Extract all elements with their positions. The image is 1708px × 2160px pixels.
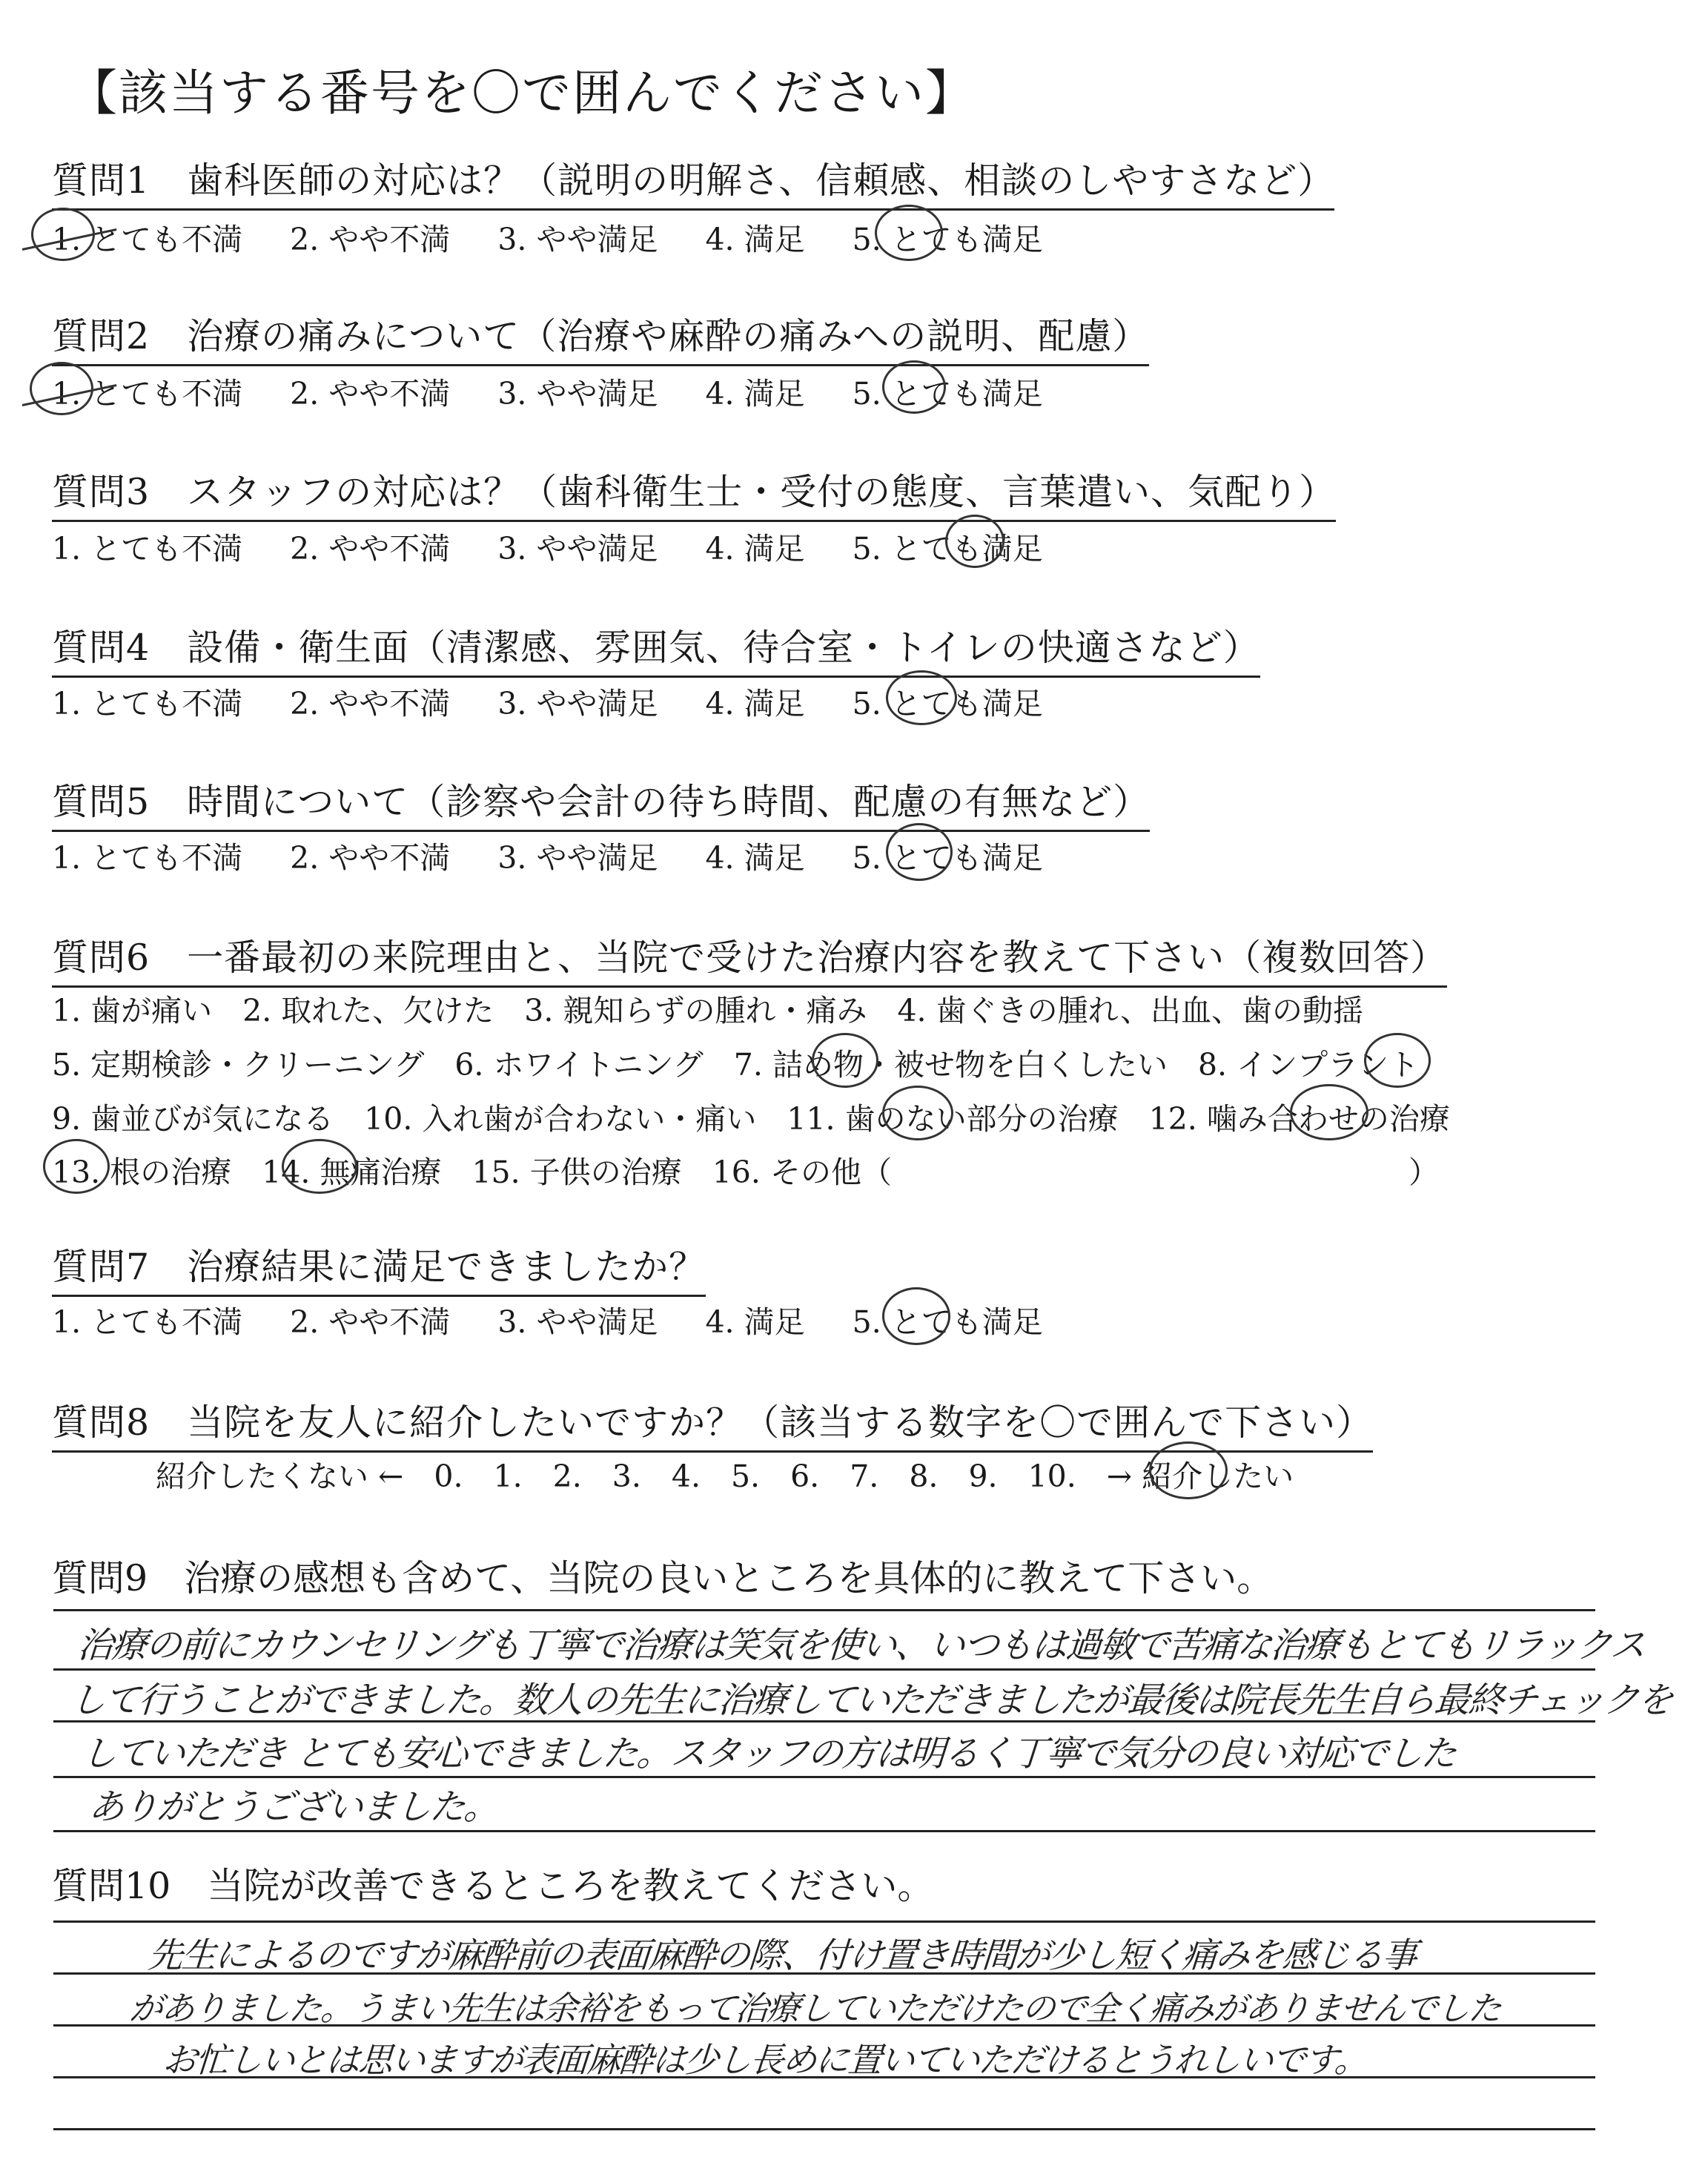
q6-options-row-3[interactable]: 9. 歯並びが気になる 10. 入れ歯が合わない・痛い 11. 歯のない部分の治療 12. 噛み合わせの治療 <box>52 1101 1450 1137</box>
question-5-label: 質問5 時間について（診察や会計の待ち時間、配慮の有無など） <box>52 773 1150 832</box>
q9-rule-2 <box>53 1668 1595 1671</box>
q9-answer-line-4: ありがとうございました。 <box>87 1786 500 1828</box>
question-1-options <box>52 215 1090 259</box>
q7-option-5[interactable]: 5. とても満足 <box>852 1304 1043 1340</box>
q5-option-1[interactable]: 1. とても不満 <box>52 840 243 876</box>
q3-option-4[interactable]: 4. 満足 <box>705 531 805 567</box>
q4-option-5[interactable]: 5. とても満足 <box>852 686 1043 721</box>
q9-answer-line-3: していただき とても安心できました。スタッフの方は明るく丁寧で気分の良い対応でした <box>79 1733 1457 1774</box>
q9-answer-line-1: 治療の前にカウンセリングも丁寧で治療は笑気を使い、いつもは過敏で苦痛な治療もとてもリラックス <box>76 1625 1646 1666</box>
q5-option-2[interactable]: 2. やや不満 <box>290 840 451 876</box>
q9-rule-5 <box>53 1830 1595 1832</box>
q4-option-2[interactable]: 2. やや不満 <box>290 686 451 721</box>
question-9-label: 質問9 治療の感想も含めて、当院の良いところを具体的に教えて下さい。 <box>52 1557 1274 1599</box>
q6-options-row-4[interactable]: 13. 根の治療 14. 無痛治療 15. 子供の治療 16. その他（ ） <box>52 1155 1439 1190</box>
q2-option-2[interactable]: 2. やや不満 <box>290 376 451 412</box>
question-2-options <box>52 369 1090 413</box>
q7-option-3[interactable]: 3. やや満足 <box>497 1304 658 1340</box>
q1-option-5[interactable]: 5. とても満足 <box>852 222 1043 257</box>
q3-option-2[interactable]: 2. やや不満 <box>290 531 451 567</box>
q10-answer-line-2: がありました。うまい先生は余裕をもって治療していただけたので全く痛みがありませんでした <box>128 1989 1502 2028</box>
question-8-label: 質問8 当院を友人に紹介したいですか？（該当する数字を〇で囲んで下さい） <box>52 1394 1373 1453</box>
q2-option-3[interactable]: 3. やや満足 <box>497 376 658 412</box>
q2-option-1[interactable]: 1. とても不満 <box>52 376 243 412</box>
q2-option-5[interactable]: 5. とても満足 <box>852 376 1043 412</box>
q4-option-1[interactable]: 1. とても不満 <box>52 686 243 721</box>
q9-answer-line-2: して行うことができました。数人の先生に治療していただきましたが最後は院長先生自ら最終チェックを <box>68 1680 1674 1721</box>
question-1-label: 質問1 歯科医師の対応は？（説明の明解さ、信頼感、相談のしやすさなど） <box>52 152 1334 211</box>
q3-option-5[interactable]: 5. とても満足 <box>852 531 1043 567</box>
q5-option-3[interactable]: 3. やや満足 <box>497 840 658 876</box>
q5-option-4[interactable]: 4. 満足 <box>705 840 805 876</box>
question-4-options <box>52 679 1090 723</box>
q6-options-row-1[interactable]: 1. 歯が痛い 2. 取れた、欠けた 3. 親知らずの腫れ・痛み 4. 歯ぐきの腫れ、出血、歯の動揺 <box>52 993 1364 1028</box>
q7-option-2[interactable]: 2. やや不満 <box>290 1304 451 1340</box>
question-3-label: 質問3 スタッフの対応は？（歯科衛生士・受付の態度、言葉遣い、気配り） <box>52 463 1336 522</box>
q4-option-4[interactable]: 4. 満足 <box>705 686 805 721</box>
q10-answer-line-1: 先生によるのですが麻酔前の表面麻酔の際、付け置き時間が少し短く痛みを感じる事 <box>146 1935 1417 1976</box>
question-6-label: 質問6 一番最初の来院理由と、当院で受けた治療内容を教えて下さい（複数回答） <box>52 929 1447 988</box>
question-10-label: 質問10 当院が改善できるところを教えてください。 <box>52 1865 934 1907</box>
question-3-options <box>52 524 1090 568</box>
q5-option-5[interactable]: 5. とても満足 <box>852 840 1043 876</box>
q2-option-4[interactable]: 4. 満足 <box>705 376 805 412</box>
q1-option-3[interactable]: 3. やや満足 <box>497 222 658 257</box>
q7-option-4[interactable]: 4. 満足 <box>705 1304 805 1340</box>
q9-rule-1 <box>53 1609 1595 1611</box>
q8-scale[interactable]: 紹介したくない ← 0. 1. 2. 3. 4. 5. 6. 7. 8. 9. 10. → 紹介したい <box>156 1459 1294 1494</box>
q1-option-2[interactable]: 2. やや不満 <box>290 222 451 257</box>
q10-answer-line-3: お忙しいとは思いますが表面麻酔は少し長めに置いていただけるとうれしいです。 <box>161 2040 1369 2080</box>
q3-option-1[interactable]: 1. とても不満 <box>52 531 243 567</box>
q3-option-3[interactable]: 3. やや満足 <box>497 531 658 567</box>
q1-option-4[interactable]: 4. 満足 <box>705 222 805 257</box>
question-4-label: 質問4 設備・衛生面（清潔感、雰囲気、待合室・トイレの快適さなど） <box>52 619 1260 678</box>
q4-option-3[interactable]: 3. やや満足 <box>497 686 658 721</box>
q7-option-1[interactable]: 1. とても不満 <box>52 1304 243 1340</box>
q1-option-1[interactable]: 1. とても不満 <box>52 222 243 257</box>
question-7-label: 質問7 治療結果に満足できましたか？ <box>52 1238 706 1297</box>
q10-rule-1 <box>53 1920 1595 1923</box>
page-title: 【該当する番号を〇で囲んでください】 <box>68 65 976 122</box>
question-2-label: 質問2 治療の痛みについて（治療や麻酔の痛みへの説明、配慮） <box>52 308 1149 366</box>
q10-rule-5 <box>53 2128 1595 2130</box>
question-5-options <box>52 833 1090 877</box>
q6-options-row-2[interactable]: 5. 定期検診・クリーニング 6. ホワイトニング 7. 詰め物・被せ物を白くしたい 8. インプラント <box>52 1047 1420 1083</box>
question-7-options <box>52 1298 1090 1341</box>
